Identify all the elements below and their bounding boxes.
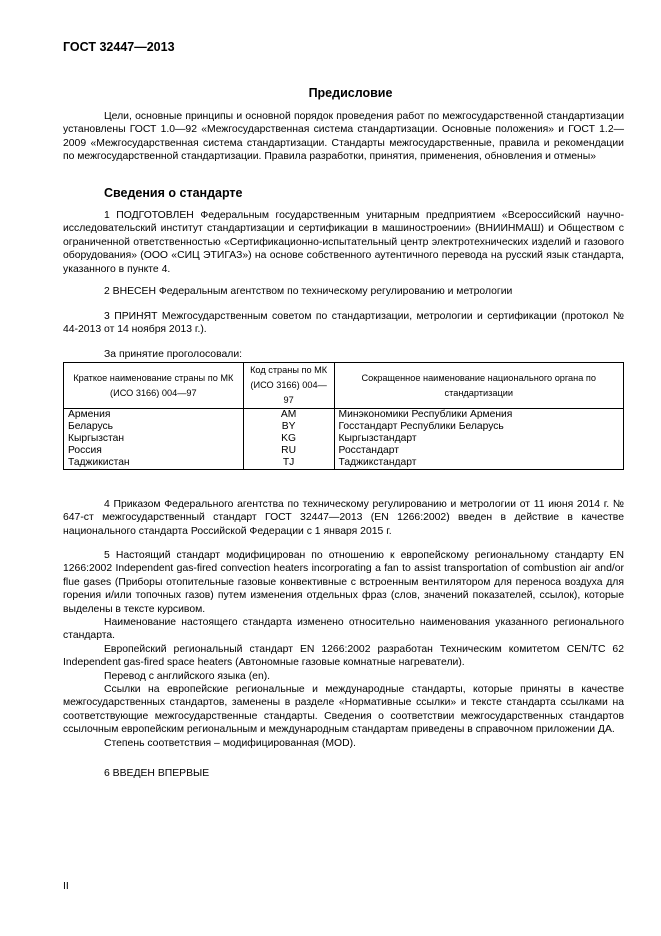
standards-body: Росстандарт (334, 445, 623, 457)
header-country-code: Код страны по МК (ИСО 3166) 004—97 (243, 363, 334, 409)
country-code: RU (243, 445, 334, 457)
standards-body: Кыргызстандарт (334, 433, 623, 445)
item-2 (63, 285, 624, 298)
country-name: Беларусь (64, 421, 244, 433)
country-code: KG (243, 433, 334, 445)
header-country-name: Краткое наименование страны по МК (ИСО 3166) 004—97 (64, 363, 244, 409)
table-row (64, 421, 624, 433)
item-1 (63, 209, 624, 276)
country-code: BY (243, 421, 334, 433)
table-row (64, 433, 624, 445)
item-5-paragraph: Наименование настоящего стандарта изменено относительно наименования указанного регионального стандарта. (63, 617, 624, 642)
foreword-title: Предисловие (308, 86, 393, 100)
item-3 (63, 310, 624, 337)
header-standards-body: Сокращенное наименование национального органа по стандартизации (334, 363, 623, 409)
vote-label-text: За принятие проголосовали: (104, 349, 243, 360)
country-code: AM (243, 409, 334, 422)
country-name: Таджикистан (64, 457, 244, 470)
table-header-row (64, 363, 624, 409)
item-4 (63, 498, 624, 538)
item-6-text: 6 ВВЕДЕН ВПЕРВЫЕ (104, 768, 210, 779)
countries-table (63, 362, 624, 470)
item-2-text: 2 ВНЕСЕН Федеральным агентством по техническому регулированию и метрологии (104, 286, 513, 297)
table-row (64, 445, 624, 457)
foreword-section (63, 110, 624, 164)
vote-label (63, 348, 624, 361)
foreword-text: Цели, основные принципы и основной порядок проведения работ по межгосударственной стандартизации установлены ГОСТ 1.0—92 «Межгосударственная система стандартизации. Основные положения» и ГОСТ 1.2—2009 «Межгосударственная система стандартизации. Стандарты межгосударственные, правила и рекомендации по межгосударственной стандартизации. Правила разработки, принятия, применения, обновления и отмены» (63, 111, 624, 163)
item-4-text: 4 Приказом Федерального агентства по техническому регулированию и метрологии от 11 июня 2014 г. № 647-ст межгосударственный стандарт ГОСТ 32447—2013 (EN 1266:2002) введен в действие в качестве национального стандарта Российской Федерации с 1 января 2015 г. (63, 499, 624, 537)
country-name: Армения (64, 409, 244, 422)
standards-body: Минэкономики Республики Армения (334, 409, 623, 422)
item-5-paragraph: Ссылки на европейские региональные и международные стандарты, которые приняты в качестве межгосударственных стандартов, заменены в разделе «Нормативные ссылки» и тексте стандарта ссылками на соответствующие межгосударственные стандарты. Сведения о соответствии межгосударственных стандартов ссылочным европейским региональным и международным стандартам приведены в справочном приложении ДА. (63, 684, 624, 736)
table-row (64, 457, 624, 470)
country-name: Кыргызстан (64, 433, 244, 445)
item-5-paragraph: Степень соответствия – модифицированная (MOD). (104, 737, 356, 749)
item-5-paragraph: 5 Настоящий стандарт модифицирован по отношению к европейскому региональному стандарту EN 1266:2002 Independent gas-fired convection heaters incorporating a fan to assist transportation of combustion air and/or flue gases (Приборы отопительные газовые конвективные с встроенным вентилятором для переноса воздуха для горения и/или топочных газов) путем изменения отдельных фраз (слов, значений показателей, ссылок), которые выделены в тексте курсивом. (63, 550, 624, 615)
item-5 (63, 549, 624, 750)
item-1-text: 1 ПОДГОТОВЛЕН Федеральным государственным унитарным предприятием «Всероссийский научно-исследовательский институт стандартизации и сертификации в машиностроении» (ВНИИНМАШ) и Обществом с ограниченной ответственностью «Сертификационно-испытательный центр электротехнических изделий и газового оборудования» (ООО «СИЦ ЭТИГАЗ») на основе собственного аутентичного перевода на русский язык стандарта, указанного в пункте 4. (63, 210, 624, 275)
table-row (64, 409, 624, 422)
country-name: Россия (64, 445, 244, 457)
item-5-paragraph: Перевод с английского языка (en). (104, 670, 271, 682)
standards-body: Таджикстандарт (334, 457, 623, 470)
document-code: ГОСТ 32447—2013 (63, 40, 175, 54)
item-6 (63, 767, 624, 780)
item-5-paragraph: Европейский региональный стандарт EN 1266:2002 разработан Техническим комитетом CEN/TC 62 Independent gas-fired space heaters (Автономные газовые комнатные нагреватели). (63, 643, 624, 669)
item-3-text: 3 ПРИНЯТ Межгосударственным советом по стандартизации, метрологии и сертификации (протокол № 44-2013 от 14 ноября 2013 г.). (63, 311, 624, 336)
page-number: II (63, 880, 69, 892)
country-code: TJ (243, 457, 334, 470)
info-title: Сведения о стандарте (104, 186, 243, 200)
standards-body: Госстандарт Республики Беларусь (334, 421, 623, 433)
